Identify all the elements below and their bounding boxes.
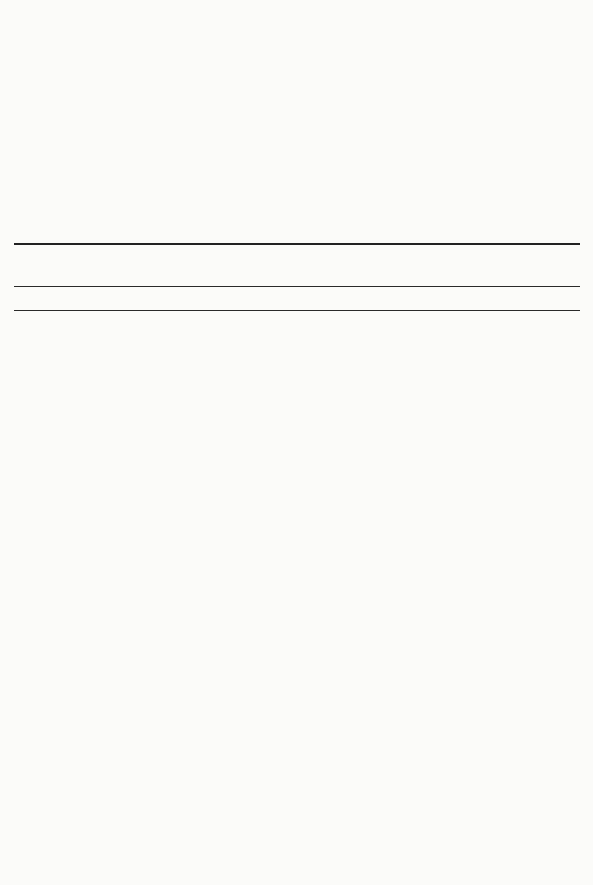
section-divider — [14, 243, 580, 245]
table-header-rule — [14, 310, 580, 311]
table-top-rule — [14, 286, 580, 287]
